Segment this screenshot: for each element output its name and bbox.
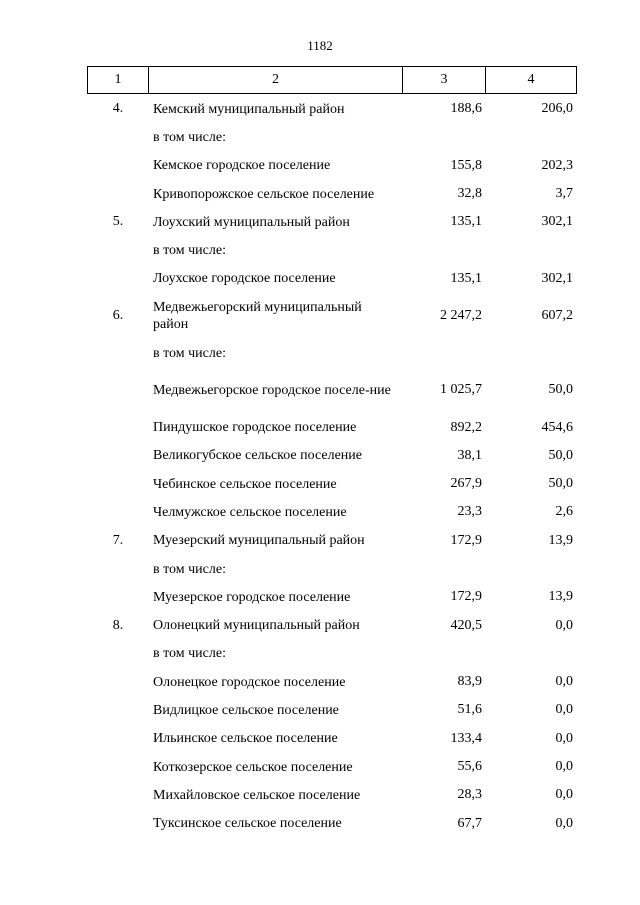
row-number [100,152,136,180]
row-value-col3 [400,339,482,367]
table-row [0,470,640,498]
table-row [0,123,640,151]
row-name: Олонецкое городское поселение [153,674,346,690]
row-name: Медвежьегорский муниципальный район [153,300,362,333]
row-name: Олонецкий муниципальный район [153,618,360,634]
table-row [0,498,640,526]
row-value-col3: 1 025,7 [440,382,482,398]
row-value-col3: 32,8 [457,186,482,202]
row-name: Туксинское сельское поселение [153,816,342,832]
row-value-col4: 50,0 [548,447,573,463]
header-col-1: 1 [88,67,149,94]
table-row [0,668,640,696]
row-value-col3: 172,9 [450,532,482,548]
row-value-col3: 38,1 [457,447,482,463]
row-value-col3 [400,236,482,264]
row-name: Лоухский муниципальный район [153,214,350,230]
row-number [100,498,136,526]
table-row [0,725,640,753]
table-row [0,413,640,441]
table-row [0,180,640,208]
row-number [100,413,136,441]
table-row [0,208,640,236]
row-value-col3 [400,123,482,151]
row-value-col4: 13,9 [548,532,573,548]
table-row [0,265,640,293]
header-col-3: 3 [403,67,486,94]
row-value-col3: 135,1 [450,214,482,230]
row-number [100,696,136,724]
row-value-col3 [400,640,482,668]
row-name: Кривопорожское сельское поселение [153,186,375,202]
row-value-col3: 172,9 [450,589,482,605]
table-row [0,640,640,668]
table-row [0,696,640,724]
row-value-col4: 0,0 [555,787,573,803]
row-name: Михайловское сельское поселение [153,787,361,803]
row-value-col3: 133,4 [450,730,482,746]
row-value-col3: 83,9 [457,674,482,690]
table-row [0,527,640,555]
row-number [100,781,136,809]
row-name: Муезерское городское поселение [153,589,351,605]
row-name: в том числе: [153,129,226,145]
row-value-col4: 50,0 [548,476,573,492]
row-value-col3: 155,8 [450,157,482,173]
row-name: Муезерский муниципальный район [153,533,365,549]
row-value-col4: 206,0 [541,101,573,117]
row-value-col4: 607,2 [541,308,573,324]
row-value-col3: 267,9 [450,476,482,492]
row-number [100,236,136,264]
row-value-col4: 0,0 [555,730,573,746]
row-number [100,265,136,293]
row-value-col3: 135,1 [450,270,482,286]
row-name: Лоухское городское поселение [153,271,336,287]
row-value-col3 [400,555,482,583]
row-value-col4: 0,0 [555,702,573,718]
table-body [0,95,640,838]
row-value-col4: 3,7 [555,186,573,202]
row-name: Пиндушское городское поселение [153,420,357,436]
table-row [0,810,640,838]
page-number: 1182 [307,38,333,53]
table-header [87,66,577,94]
table-row [0,152,640,180]
row-number: 4. [112,101,124,117]
row-name: Челмужское сельское поселение [153,504,347,520]
row-number [100,470,136,498]
row-value-col4: 202,3 [541,157,573,173]
row-number: 6. [112,308,124,324]
table-row [0,781,640,809]
row-number [100,123,136,151]
row-value-col3: 420,5 [450,617,482,633]
row-value-col4: 454,6 [541,419,573,435]
row-value-col3: 892,2 [450,419,482,435]
row-value-col4: 2,6 [555,504,573,520]
row-name: Коткозерское сельское поселение [153,759,353,775]
row-value-col3: 67,7 [457,815,482,831]
table-row [0,293,640,339]
table-row [0,442,640,470]
row-value-col4: 0,0 [555,674,573,690]
table-row [0,367,640,413]
row-value-col3: 28,3 [457,787,482,803]
row-value-col4 [490,339,573,367]
row-name: Чебинское сельское поселение [153,476,337,492]
row-value-col3: 188,6 [450,101,482,117]
row-value-col4: 302,1 [541,214,573,230]
row-number [100,583,136,611]
row-number: 7. [112,532,124,548]
row-value-col4: 0,0 [555,759,573,775]
row-number [100,753,136,781]
row-name: Великогубское сельское поселение [153,448,362,464]
row-value-col3: 23,3 [457,504,482,520]
row-name: Видлицкое сельское поселение [153,702,339,718]
row-name: Медвежьегорское городское поселе-ние [153,382,391,398]
table-row [0,95,640,123]
table-row [0,611,640,639]
row-value-col3: 51,6 [457,702,482,718]
row-value-col4 [490,555,573,583]
table-row [0,339,640,367]
row-number [100,810,136,838]
row-value-col3: 2 247,2 [440,308,482,324]
row-value-col4: 0,0 [555,617,573,633]
table-row [0,236,640,264]
row-value-col4: 50,0 [548,382,573,398]
row-name: в том числе: [153,243,226,259]
row-value-col4 [490,640,573,668]
table-row [0,583,640,611]
row-name: Ильинское сельское поселение [153,731,338,747]
row-name: в том числе: [153,646,226,662]
row-number [100,339,136,367]
row-name: в том числе: [153,345,226,361]
header-col-4: 4 [486,67,577,94]
header-col-2: 2 [149,67,403,94]
row-number [100,180,136,208]
row-name: Кемский муниципальный район [153,101,345,117]
table-row [0,555,640,583]
row-value-col3: 55,6 [457,759,482,775]
row-number [100,725,136,753]
row-number [100,668,136,696]
row-number [100,367,136,413]
row-value-col4: 0,0 [555,815,573,831]
row-number [100,555,136,583]
row-name: Кемское городское поселение [153,158,331,174]
row-name: в том числе: [153,561,226,577]
row-number [100,442,136,470]
row-number: 5. [112,214,124,230]
table-row [0,753,640,781]
row-number [100,640,136,668]
row-number: 8. [112,617,124,633]
row-value-col4 [490,236,573,264]
row-value-col4: 302,1 [541,270,573,286]
row-value-col4 [490,123,573,151]
row-value-col4: 13,9 [548,589,573,605]
